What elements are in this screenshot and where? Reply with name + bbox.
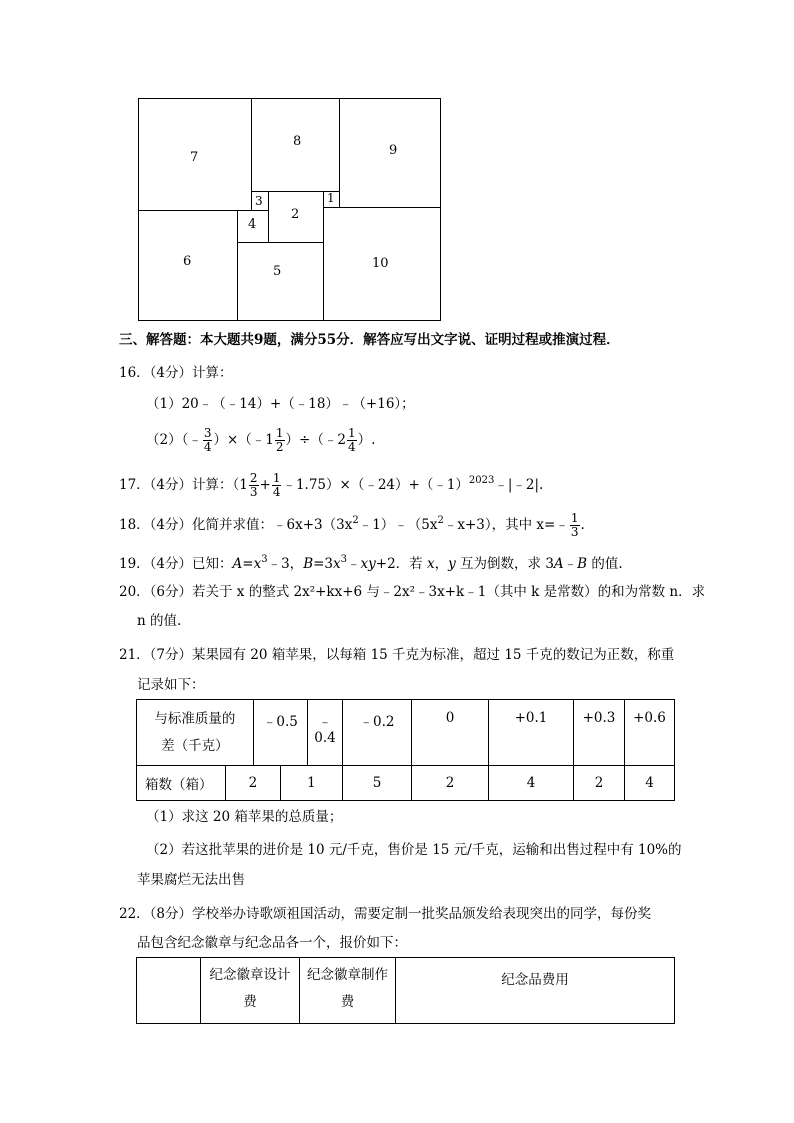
var: x <box>253 556 262 572</box>
table-header-cell <box>201 958 300 1024</box>
table-cell: ﹣0.4 <box>308 700 343 766</box>
text: 的值. <box>587 556 623 572</box>
q21-line1: 21．（7分）某果园有 20 箱苹果，以每箱 15 千克为标准，超过 15 千克的数记为正数，称重 <box>119 647 675 663</box>
header-line: 差（千克） <box>161 737 229 754</box>
q22-line1: 22．（8分）学校举办诗歌颂祖国活动，需要定制一批奖品颁发给表现突出的同学，每份奖 <box>119 906 652 922</box>
label-9: 9 <box>389 143 398 158</box>
header-line: 费 <box>243 994 257 1010</box>
q16-part2 <box>146 427 375 454</box>
label-7: 7 <box>190 150 199 165</box>
var: x <box>426 556 435 572</box>
text: ﹣ <box>347 556 361 572</box>
table-header-cell: 纪念品费用 <box>396 958 675 1024</box>
q22-table <box>136 957 675 1024</box>
text: ﹣x+3），其中 x=﹣ <box>443 517 569 533</box>
denominator: 4 <box>347 440 356 454</box>
label-6: 6 <box>183 254 192 269</box>
exponent: 2 <box>437 515 444 526</box>
q16-head: 16．（4分）计算： <box>119 365 233 381</box>
var: x <box>333 556 341 572</box>
label-5: 5 <box>273 264 282 279</box>
text: ﹣ <box>563 556 578 572</box>
label-8: 8 <box>293 134 302 149</box>
q21-part1: （1）求这 20 箱苹果的总质量； <box>146 809 343 825</box>
table-cell: 0 <box>412 700 489 766</box>
text: =3 <box>313 556 334 572</box>
var: B <box>577 556 588 572</box>
table-cell: ﹣0.5 <box>253 700 307 766</box>
table-cell: 4 <box>489 766 574 801</box>
table-cell: ﹣0.2 <box>343 700 412 766</box>
table-cell: +0.1 <box>489 700 574 766</box>
numerator: 1 <box>272 471 281 485</box>
var: B <box>303 556 314 572</box>
numerator: 3 <box>203 426 212 440</box>
header-line: 与标准质量的 <box>154 710 236 727</box>
numerator: 2 <box>249 471 258 485</box>
text: ）×（﹣1 <box>213 432 274 448</box>
square-5 <box>237 242 324 321</box>
text: 18．（4分）化简并求值：﹣6x+3（3x <box>119 517 353 533</box>
exponent: 3 <box>340 554 348 565</box>
header-line: 纪念徽章设计 <box>209 967 291 983</box>
section-title: 三、解答题：本大题共9题，满分55分．解答应写出文字说、证明过程或推演过程． <box>119 332 620 348</box>
var: xy <box>360 556 376 572</box>
table-cell: +0.3 <box>574 700 625 766</box>
label-2: 2 <box>291 207 300 222</box>
table-cell: 2 <box>412 766 489 801</box>
table-cell: 4 <box>625 766 675 801</box>
text: ， <box>434 556 449 572</box>
table-cell: 1 <box>280 766 342 801</box>
table-header-cell <box>300 958 396 1024</box>
numerator: 1 <box>347 426 356 440</box>
header-line: 费 <box>340 994 355 1010</box>
table-cell-empty <box>137 958 201 1024</box>
numerator: 1 <box>275 426 284 440</box>
q17 <box>119 472 543 499</box>
text: ﹣|﹣2|. <box>494 477 544 493</box>
text: + <box>259 477 271 493</box>
text: 17．（4分）计算：（1 <box>119 477 248 493</box>
q19 <box>119 551 623 573</box>
fraction <box>347 427 357 454</box>
label-10: 10 <box>372 256 389 271</box>
text: = <box>242 556 254 572</box>
exponent: 2023 <box>468 475 495 486</box>
denominator: 3 <box>249 485 258 499</box>
exponent: 2 <box>352 515 359 526</box>
q21-part2-cont: 苹果腐烂无法出售 <box>137 872 245 888</box>
label-4: 4 <box>248 217 257 232</box>
var: A <box>232 556 243 572</box>
q21-part2: （2）若这批苹果的进价是 10 元/千克，售价是 15 元/千克，运输和出售过程中有 10%的 <box>146 842 682 858</box>
fraction <box>570 512 580 539</box>
var: y <box>448 556 456 572</box>
table-row <box>137 958 675 1024</box>
q21-line2: 记录如下： <box>137 677 205 693</box>
q20-line1: 20．（6分）若关于 x 的整式 2x²+kx+6 与﹣2x²﹣3x+k﹣1（其中 k 是常数）的和为常数 n．求 <box>119 584 706 600</box>
text: +2．若 <box>375 556 427 572</box>
denominator: 2 <box>275 440 284 454</box>
text: （2）（﹣ <box>146 432 202 448</box>
table-row <box>137 766 675 801</box>
fraction <box>272 472 282 499</box>
table-cell: 5 <box>343 766 412 801</box>
text: ﹣1.75）×（﹣24）+（﹣1） <box>282 477 469 493</box>
table-header-cell: 箱数（箱） <box>137 766 226 801</box>
q21-table <box>136 699 675 801</box>
table-cell: +0.6 <box>625 700 675 766</box>
text: . <box>580 517 585 533</box>
var: A <box>553 556 564 572</box>
q20-line2: n 的值. <box>137 613 182 629</box>
text: ﹣3， <box>267 556 304 572</box>
table-row <box>137 700 675 766</box>
table-header-cell <box>137 700 254 766</box>
fraction <box>249 472 259 499</box>
header-line: 纪念徽章制作 <box>307 967 388 983</box>
denominator: 4 <box>203 440 212 454</box>
numerator: 1 <box>570 511 579 525</box>
text: 19．（4分）已知： <box>119 556 233 572</box>
text: ）÷（﹣2 <box>285 432 346 448</box>
label-3: 3 <box>255 194 263 208</box>
q16-part1: （1）20﹣（﹣14）+（﹣18）﹣（+16）； <box>146 396 415 412</box>
text: ﹣1）﹣（5x <box>358 517 438 533</box>
q18 <box>119 512 585 539</box>
exponent: 3 <box>261 554 268 565</box>
table-cell: 2 <box>574 766 625 801</box>
text: ）. <box>357 432 376 448</box>
denominator: 4 <box>272 485 281 499</box>
table-cell: 2 <box>226 766 281 801</box>
text: 互为倒数，求 3 <box>455 556 554 572</box>
fraction <box>275 427 285 454</box>
label-1: 1 <box>327 191 335 205</box>
q22-line2: 品包含纪念徽章与纪念品各一个，报价如下： <box>137 935 407 951</box>
denominator: 3 <box>570 525 579 539</box>
fraction <box>203 427 213 454</box>
